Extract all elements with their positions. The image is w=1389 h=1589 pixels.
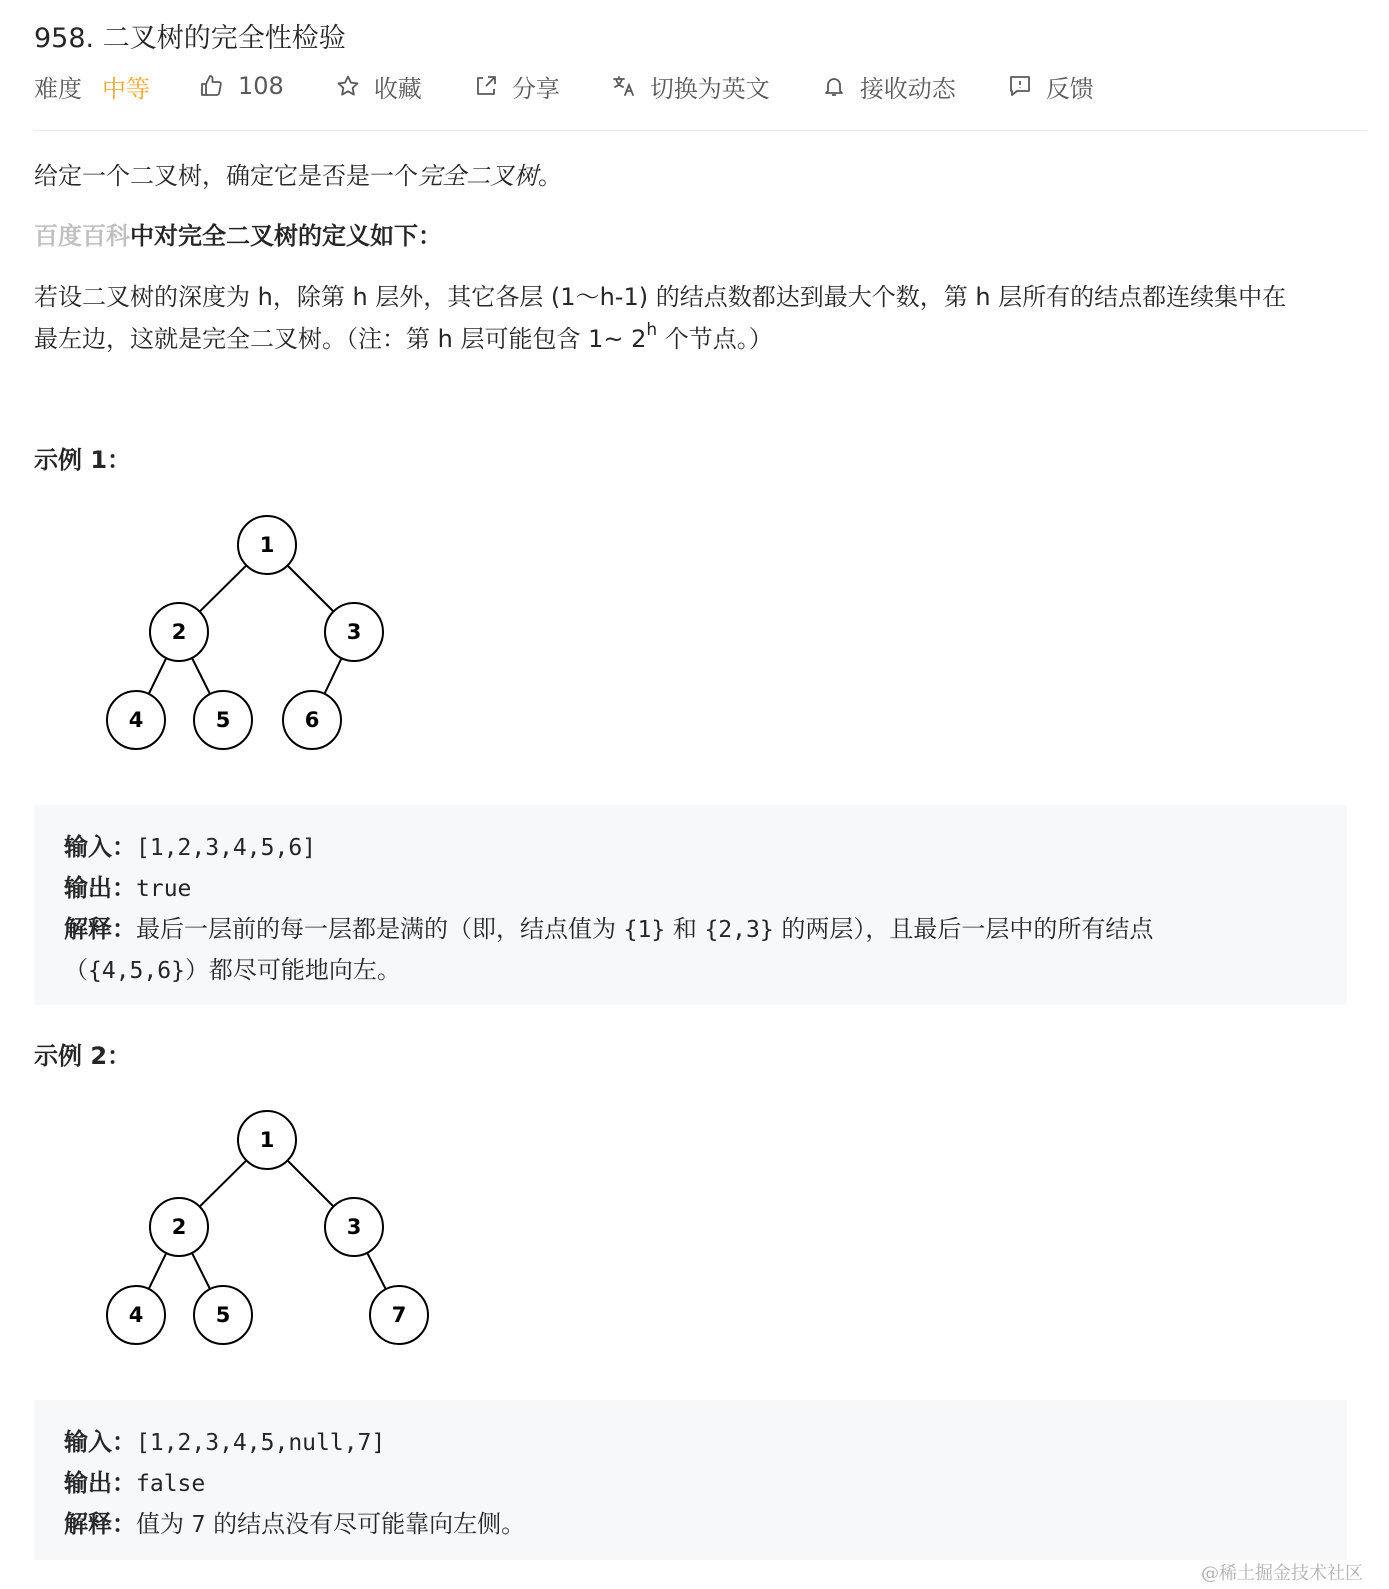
share-icon	[474, 74, 498, 98]
share-label: 分享	[511, 74, 560, 103]
star-icon	[336, 74, 360, 98]
feedback-icon	[1008, 74, 1032, 98]
tree1-node-4	[107, 691, 165, 749]
svg-text:1: 1	[259, 1128, 275, 1152]
feedback-button[interactable]	[1008, 69, 1094, 104]
share-button[interactable]	[474, 69, 560, 104]
subscribe-button[interactable]	[822, 69, 956, 104]
example-1-input: 输入：[1,2,3,4,5,6]	[64, 832, 317, 861]
tree2-node-4	[107, 1286, 165, 1344]
complete-binary-tree-term: 完全二叉树	[418, 162, 538, 190]
tree1-node-2	[150, 603, 208, 661]
tree1-node-1	[238, 516, 296, 574]
svg-text:3: 3	[346, 1215, 362, 1239]
svg-text:5: 5	[215, 1303, 231, 1327]
favorite-button[interactable]	[336, 69, 422, 104]
svg-text:2: 2	[171, 620, 187, 644]
example-2-explanation: 解释：值为 7 的结点没有尽可能靠向左侧。	[64, 1509, 526, 1538]
tree1-node-6	[283, 691, 341, 749]
example-2-code-block	[34, 1400, 1347, 1560]
example-2-title: 示例 2：	[34, 1042, 132, 1070]
tree2-node-1	[238, 1111, 296, 1169]
definition-line-2: 最左边，这就是完全二叉树。（注：第 h 层可能包含 1~ 2$^h$ 个节点。）	[34, 320, 773, 353]
favorite-label: 收藏	[373, 74, 422, 103]
problem-toolbar	[34, 66, 1094, 106]
example-1-tree-diagram	[64, 505, 404, 765]
like-button[interactable]	[200, 72, 284, 100]
problem-title: 958. 二叉树的完全性检验	[34, 23, 346, 54]
description-intro: 给定一个二叉树，确定它是否是一个完全二叉树。	[34, 162, 562, 190]
switch-language-label: 切换为英文	[649, 74, 770, 103]
feedback-label: 反馈	[1045, 74, 1094, 103]
superscript-h: h	[646, 320, 658, 340]
switch-language-button[interactable]	[612, 69, 770, 104]
tree2-node-5	[194, 1286, 252, 1344]
definition-line-1: 若设二叉树的深度为 h，除第 h 层外，其它各层 (1～h-1) 的结点数都达到最大个数，第 h 层所有的结点都连续集中在	[34, 283, 1287, 311]
like-count: 108	[238, 72, 284, 100]
tree2-node-3	[325, 1198, 383, 1256]
svg-text:5: 5	[215, 708, 231, 732]
svg-text:1: 1	[259, 533, 275, 557]
bell-icon	[822, 74, 846, 98]
svg-text:4: 4	[128, 1303, 144, 1327]
tree2-node-7	[370, 1286, 428, 1344]
subscribe-label: 接收动态	[859, 74, 956, 103]
tree2-node-2	[150, 1198, 208, 1256]
example-1-explanation: 解释：最后一层前的每一层都是满的（即，结点值为 {1} 和 {2,3} 的两层），且最后一层中的所有结点	[64, 914, 1154, 943]
example-1-explanation-cont: （{4,5,6}）都尽可能地向左。	[64, 956, 401, 984]
difficulty-label: 难度	[34, 74, 82, 103]
svg-text:4: 4	[128, 708, 144, 732]
thumbs-up-icon	[200, 74, 224, 98]
translate-icon	[612, 74, 636, 98]
svg-text:2: 2	[171, 1215, 187, 1239]
svg-text:3: 3	[346, 620, 362, 644]
example-1-code-block	[34, 805, 1347, 1005]
example-1-output: 输出：true	[64, 873, 192, 902]
watermark: @稀土掘金技术社区	[1201, 1563, 1363, 1584]
difficulty-value: 中等	[102, 74, 150, 103]
tree1-node-5	[194, 691, 252, 749]
example-2-input: 输入：[1,2,3,4,5,null,7]	[64, 1427, 386, 1456]
baidu-baike-link[interactable]: 百度百科	[34, 222, 130, 250]
example-1-title: 示例 1：	[34, 446, 132, 474]
tree1-node-3	[325, 603, 383, 661]
example-2-output: 输出：false	[64, 1468, 206, 1497]
example-2-tree-diagram	[64, 1100, 444, 1360]
header-divider	[34, 130, 1367, 131]
svg-text:7: 7	[391, 1303, 407, 1327]
svg-text:6: 6	[304, 708, 320, 732]
definition-heading: 百度百科中对完全二叉树的定义如下：	[34, 222, 442, 250]
